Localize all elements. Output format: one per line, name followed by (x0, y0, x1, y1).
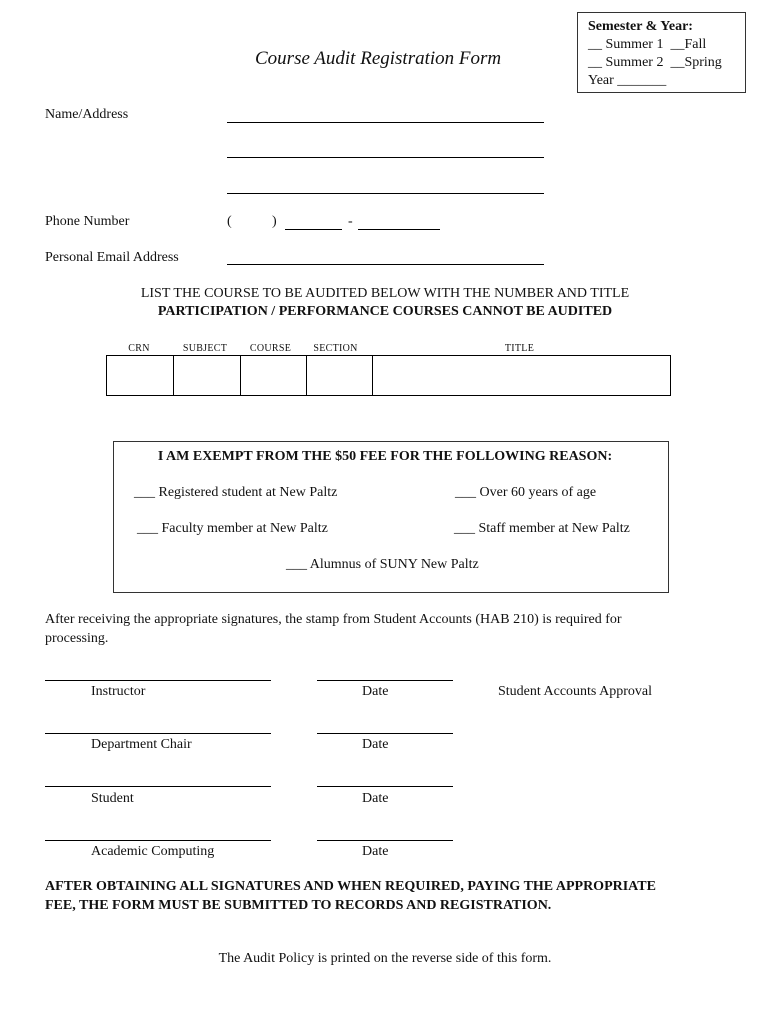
personal-email-line[interactable] (227, 264, 544, 265)
student-label: Student (91, 791, 134, 806)
course-table (106, 355, 671, 396)
col-header-section: SECTION (313, 343, 358, 354)
crn-cell[interactable] (107, 356, 174, 395)
instructor-label: Instructor (91, 684, 146, 699)
student-date-label: Date (362, 791, 389, 806)
semester-year-field[interactable]: Year _______ (588, 73, 667, 88)
exempt-alumnus-option[interactable]: ___ Alumnus of SUNY New Paltz (286, 557, 479, 572)
stamp-note-line-2: processing. (45, 631, 109, 646)
exempt-faculty-option[interactable]: ___ Faculty member at New Paltz (137, 521, 328, 536)
exempt-registered-student-option[interactable]: ___ Registered student at New Paltz (134, 485, 338, 500)
phone-number-label: Phone Number (45, 214, 130, 229)
name-address-line-1[interactable] (227, 122, 544, 123)
phone-prefix-line[interactable] (285, 229, 342, 230)
title-cell[interactable] (373, 356, 670, 395)
section-cell[interactable] (307, 356, 373, 395)
phone-close-paren: ) (272, 214, 277, 229)
course-cell[interactable] (241, 356, 307, 395)
personal-email-label: Personal Email Address (45, 250, 179, 265)
audit-policy-note: The Audit Policy is printed on the reverse side of this form. (218, 951, 552, 966)
department-chair-label: Department Chair (91, 737, 192, 752)
participation-warning: PARTICIPATION / PERFORMANCE COURSES CANNOT BE AUDITED (157, 304, 613, 319)
form-title: Course Audit Registration Form (255, 48, 502, 69)
department-chair-date-label: Date (362, 737, 389, 752)
col-header-crn: CRN (128, 343, 150, 354)
academic-computing-date-label: Date (362, 844, 389, 859)
academic-computing-date-line[interactable] (317, 840, 453, 841)
fee-exemption-heading: I AM EXEMPT FROM THE $50 FEE FOR THE FOLLOWING REASON: (157, 449, 613, 464)
instructor-signature-line[interactable] (45, 680, 271, 681)
instructor-date-label: Date (362, 684, 389, 699)
submission-notice-line-2: FEE, THE FORM MUST BE SUBMITTED TO RECORDS AND REGISTRATION. (45, 898, 552, 913)
phone-open-paren: ( (227, 214, 232, 229)
col-header-title: TITLE (504, 343, 535, 354)
col-header-subject: SUBJECT (182, 343, 228, 354)
academic-computing-signature-line[interactable] (45, 840, 271, 841)
student-accounts-approval-label: Student Accounts Approval (498, 684, 652, 699)
phone-line-number-line[interactable] (358, 229, 440, 230)
student-date-line[interactable] (317, 786, 453, 787)
name-address-label: Name/Address (45, 107, 129, 122)
department-chair-signature-line[interactable] (45, 733, 271, 734)
semester-summer2-spring-option[interactable]: __ Summer 2 __Spring (588, 55, 722, 70)
stamp-note-line-1: After receiving the appropriate signatures, the stamp from Student Accounts (HAB 210) is required for (45, 612, 622, 627)
exempt-over-60-option[interactable]: ___ Over 60 years of age (455, 485, 597, 500)
name-address-line-2[interactable] (227, 157, 544, 158)
subject-cell[interactable] (174, 356, 241, 395)
submission-notice-line-1: AFTER OBTAINING ALL SIGNATURES AND WHEN REQUIRED, PAYING THE APPROPRIATE (45, 879, 656, 894)
academic-computing-label: Academic Computing (91, 844, 215, 859)
instructor-date-line[interactable] (317, 680, 453, 681)
department-chair-date-line[interactable] (317, 733, 453, 734)
name-address-line-3[interactable] (227, 193, 544, 194)
semester-summer1-fall-option[interactable]: __ Summer 1 __Fall (588, 37, 707, 52)
col-header-course: COURSE (249, 343, 292, 354)
semester-year-box (577, 12, 746, 93)
phone-dash: - (348, 214, 353, 229)
student-signature-line[interactable] (45, 786, 271, 787)
course-list-instruction: LIST THE COURSE TO BE AUDITED BELOW WITH THE NUMBER AND TITLE (140, 286, 630, 301)
exempt-staff-option[interactable]: ___ Staff member at New Paltz (454, 521, 630, 536)
semester-heading: Semester & Year: (588, 19, 693, 34)
